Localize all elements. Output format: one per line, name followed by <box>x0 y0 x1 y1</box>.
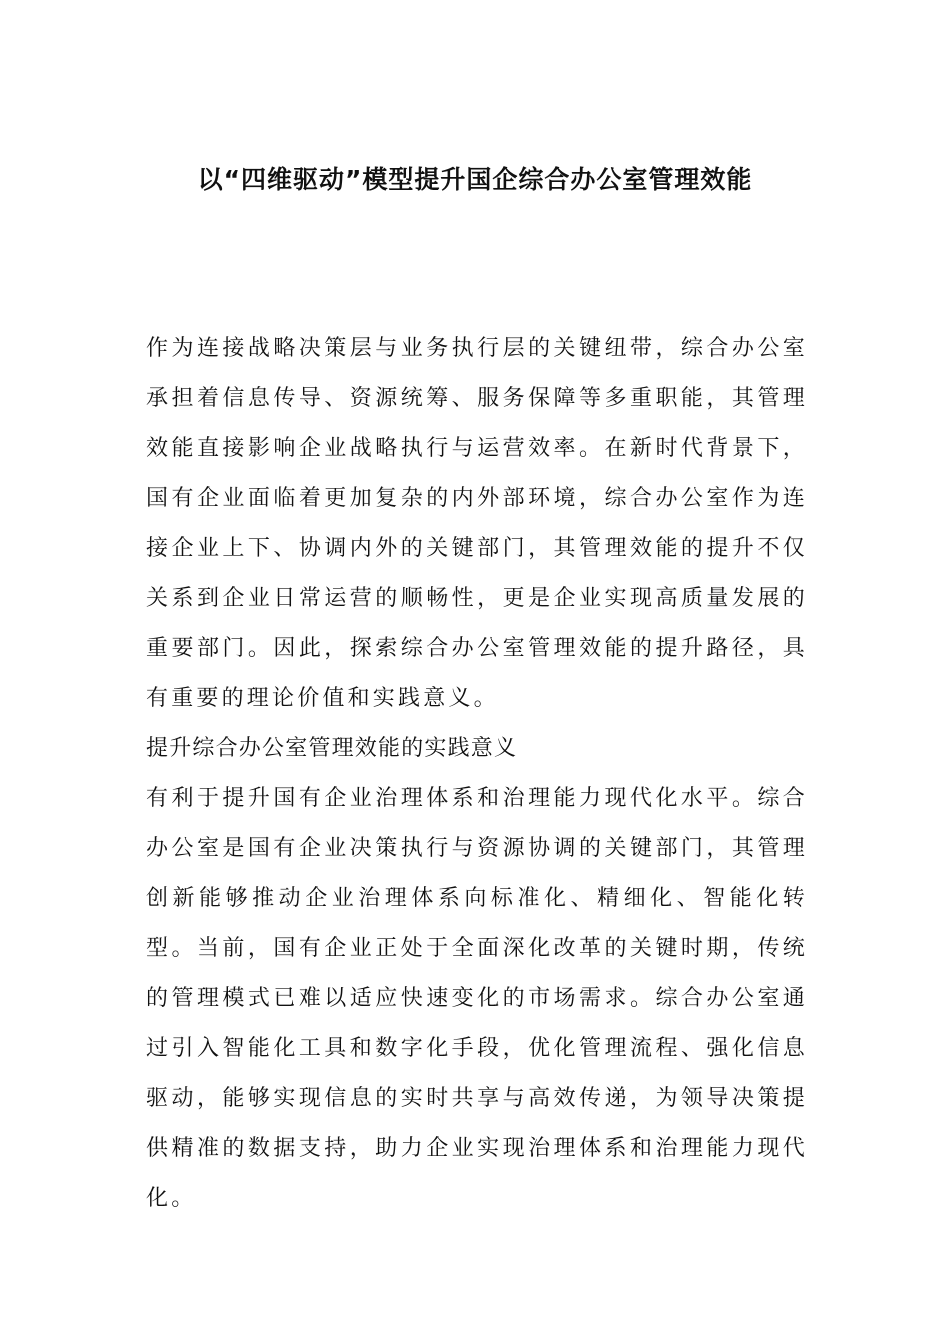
section-heading: 提升综合办公室管理效能的实践意义 <box>146 736 518 761</box>
intro-paragraph: 作为连接战略决策层与业务执行层的关键纽带，综合办公室承担着信息传导、资源统筹、服务保障等多重职能，其管理效能直接影响企业战略执行与运营效率。在新时代背景下，国有企业面临着更加复杂的内外部环境，综合办公室作为连接企业上下、协调内外的关键部门，其管理效能的提升不仅关系到企业日常运营的顺畅性，更是企业实现高质量发展的重要部门。因此，探索综合办公室管理效能的提升路径，具有重要的理论价值和实践意义。 <box>146 336 808 711</box>
document-body <box>146 324 808 1224</box>
document-title: 以“四维驱动”模型提升国企综合办公室管理效能 <box>197 165 753 194</box>
section-paragraph: 有利于提升国有企业治理体系和治理能力现代化水平。综合办公室是国有企业决策执行与资源协调的关键部门，其管理创新能够推动企业治理体系向标准化、精细化、智能化转型。当前，国有企业正处于全面深化改革的关键时期，传统的管理模式已难以适应快速变化的市场需求。综合办公室通过引入智能化工具和数字化手段，优化管理流程、强化信息驱动，能够实现信息的实时共享与高效传递，为领导决策提供精准的数据支持，助力企业实现治理体系和治理能力现代化。 <box>146 786 808 1211</box>
